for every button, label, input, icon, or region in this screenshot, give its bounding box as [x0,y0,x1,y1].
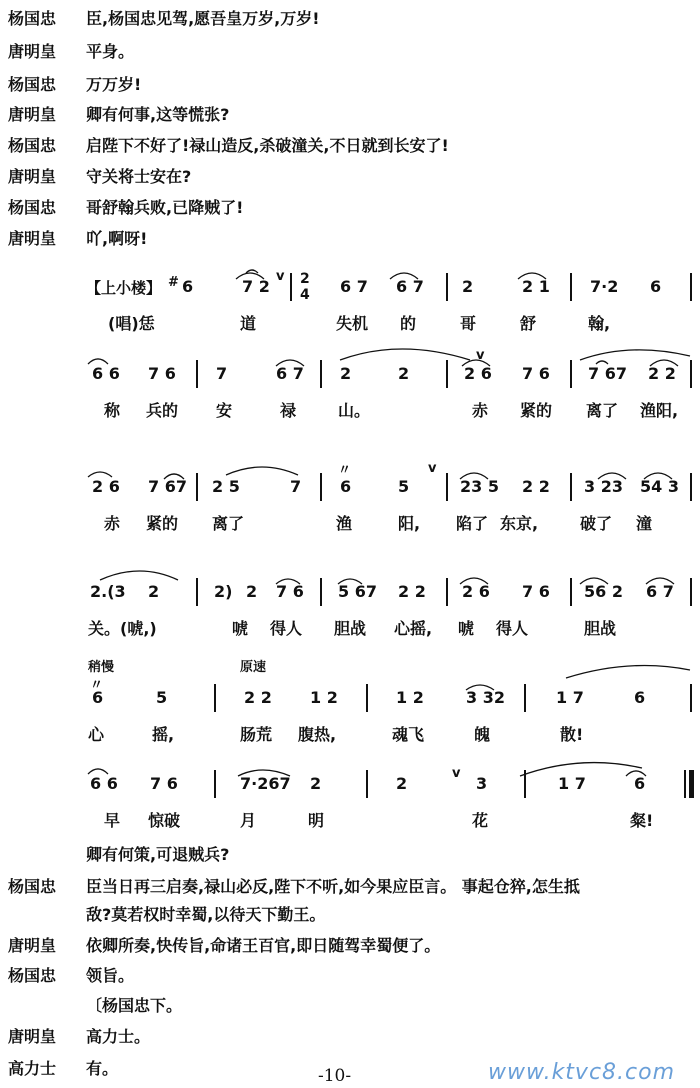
note: 6 7 [276,364,304,383]
lyric: 离了 [586,401,619,420]
note: 6 7 [340,277,368,296]
tune-name: 【上小楼】 [86,279,162,297]
speech: 卿有何事,这等慌张? [86,105,230,124]
speech-continued: 敌?莫若权时幸蜀,以待天下勤王。 [86,905,326,924]
time-sig-top: 2 [300,271,310,287]
note: 7 6 [276,582,304,601]
note: 1 2 [396,688,424,707]
speaker: 唐明皇 [8,42,57,61]
note: 5 [156,688,168,707]
speaker: 唐明皇 [8,105,57,124]
speaker: 唐明皇 [8,167,57,186]
note: 6 [182,277,194,296]
speech: 平身。 [86,42,135,61]
bar-line [570,578,572,606]
bar-line [690,473,692,501]
bar-line [320,473,322,501]
bar-line [690,273,692,301]
bar-line [196,360,198,388]
dialogue-line [0,842,700,872]
accent-mark: 〃 [90,678,104,693]
tempo-original: 原速 [240,660,267,675]
lyric: 肠荒 [240,725,273,744]
bar-line [570,360,572,388]
bar-line [570,473,572,501]
speech: 有。 [86,1059,119,1078]
speech: 哥舒翰兵败,已降贼了! [86,198,244,217]
dialogue-line [0,133,700,163]
tempo-slow: 稍慢 [88,660,115,675]
note: 3 32 [466,688,505,707]
speech: 臣,杨国忠见驾,愿吾皇万岁,万岁! [86,9,320,28]
lyric: 早 [104,811,121,830]
speaker: 杨国忠 [8,75,57,94]
note: 2 2 [648,364,676,383]
note: 2 5 [212,477,240,496]
speech: 卿有何策,可退贼兵? [86,845,230,864]
note: 6 [650,277,662,296]
bar-line [290,273,292,301]
bar-line [446,273,448,301]
bar-line [446,473,448,501]
note: 6 [340,477,352,496]
bar-line [446,360,448,388]
speaker: 唐明皇 [8,1027,57,1046]
lyric: 兵的 [146,401,179,420]
watermark: www.ktvc8.com [488,1060,676,1085]
speaker: 杨国忠 [8,9,57,28]
speaker: 高力士 [8,1059,57,1078]
breath-mark: v [428,461,437,476]
bar-line [196,578,198,606]
note: 6 [634,774,646,793]
lyric: 月 [240,811,257,830]
lyric: 失机 [336,314,369,333]
note: 2 6 [464,364,492,383]
note: 2 6 [462,582,490,601]
lyric: 唬 [458,619,475,638]
note: 54 3 [640,477,679,496]
note: 7 2 [242,277,270,296]
note: 2 [398,364,410,383]
breath-mark: v [476,348,485,363]
dialogue-line [0,874,700,934]
bar-line [446,578,448,606]
bar-line [320,360,322,388]
lyric: 渔 [336,514,353,533]
lyric: 惊破 [148,811,181,830]
lyric: 道 [240,314,257,333]
lyric: 心 [88,725,105,744]
note: 2 [396,774,408,793]
lyric: 翰, [588,314,611,333]
speech: 〔杨国忠下。 [86,996,183,1015]
note: 2 [148,582,160,601]
speaker: 杨国忠 [8,877,57,896]
bar-line [214,684,216,712]
note: 7·2 [590,277,619,296]
bar-line [524,684,526,712]
speech: 吖,啊呀! [86,229,148,248]
note: 2 6 [92,477,120,496]
dialogue-line [0,39,700,69]
speaker: 唐明皇 [8,936,57,955]
lyric: 哥 [460,314,477,333]
note: 6 7 [396,277,424,296]
speaker: 杨国忠 [8,966,57,985]
bar-line [214,770,216,798]
lyric: 摇, [152,725,175,744]
score-system-2 [0,348,700,472]
note: 7 67 [588,364,627,383]
lyric: 的 [400,314,417,333]
note: 7 6 [522,582,550,601]
speech: 启陛下不好了!禄山造反,杀破潼关,不日就到长安了! [86,136,449,155]
speech: 高力士。 [86,1027,151,1046]
dialogue-line [0,195,700,225]
lyric: 安 [216,401,233,420]
bar-line [690,360,692,388]
note: 2 [340,364,352,383]
breath-mark: v [452,766,461,781]
lyric: 紧的 [146,514,179,533]
lyric: 明 [308,811,325,830]
lyric: 称 [104,401,121,420]
lyric: 赤 [104,514,121,533]
lyric: 山。 [338,401,371,420]
lyric: 胆战 [334,619,367,638]
note: 7 [216,364,228,383]
speech: 守关将士安在? [86,167,192,186]
note: 7 6 [148,364,176,383]
note: 7 6 [150,774,178,793]
lyric: 紧的 [520,401,553,420]
note: 7 67 [148,477,187,496]
key-signature: # [168,275,179,290]
lyric: 阳, [398,514,421,533]
lyric: 腹热, [298,725,337,744]
bar-line [366,684,368,712]
note: 6 [634,688,646,707]
bar-line [196,473,198,501]
lyric: 禄 [280,401,297,420]
bar-line [690,684,692,712]
dialogue-line [0,164,700,194]
note: 1 7 [558,774,586,793]
lyric: 魂飞 [392,725,425,744]
lyric: 赤 [472,401,489,420]
note: 2 2 [244,688,272,707]
accent-mark: 〃 [338,463,352,478]
dialogue-line [0,963,700,993]
lyric: 胆战 [584,619,617,638]
lyric: 离了 [212,514,245,533]
note: 2 [310,774,322,793]
dialogue-line [0,933,700,963]
note: 7·267 [240,774,291,793]
note: 2 1 [522,277,550,296]
lyric: 粲! [630,811,654,830]
dialogue-line [0,6,700,36]
final-bar-line [689,770,694,798]
lyric: 关。(唬,) [88,619,157,638]
bar-line [684,770,686,798]
lyric: 舒 [520,314,537,333]
speaker: 唐明皇 [8,229,57,248]
dialogue-line [0,226,700,256]
lyric: 唬 [232,619,249,638]
lyric: 心摇, [394,619,433,638]
dialogue-line [0,1024,700,1054]
speech: 领旨。 [86,966,135,985]
speech: 依卿所奏,快传旨,命诸王百官,即日随驾幸蜀便了。 [86,936,441,955]
note: 1 7 [556,688,584,707]
note: 6 6 [92,364,120,383]
note: 5 [398,477,410,496]
note: 56 2 [584,582,623,601]
speech: 臣当日再三启奏,禄山必反,陛下不听,如今果应臣言。 事起仓猝,怎生抵 [86,877,580,896]
speech: 万万岁! [86,75,142,94]
bar-line [690,578,692,606]
note: 2 [462,277,474,296]
bar-line [320,578,322,606]
note: 3 [476,774,488,793]
note: 6 7 [646,582,674,601]
lyric: 潼 [636,514,653,533]
note: 2.(3 [90,582,126,601]
note: 2) [214,582,233,601]
note: 6 [92,688,104,707]
note: 7 6 [522,364,550,383]
speaker: 杨国忠 [8,136,57,155]
lyric: 陷了 [456,514,489,533]
score-system-3 [0,461,700,585]
note: 5 67 [338,582,377,601]
lyric: 魄 [474,725,491,744]
lyric: 破了 [580,514,613,533]
breath-mark: v [276,269,285,284]
stage-direction [0,993,700,1023]
dialogue-line [0,72,700,102]
lyric: 得人 [270,619,303,638]
bar-line [570,273,572,301]
lyric: 散! [560,725,584,744]
speaker: 杨国忠 [8,198,57,217]
lyric: 得人 [496,619,529,638]
note: 2 2 [398,582,426,601]
bar-line [524,770,526,798]
bar-line [366,770,368,798]
note: 7 [290,477,302,496]
note: 1 2 [310,688,338,707]
note: 2 2 [522,477,550,496]
note: 6 6 [90,774,118,793]
lyric: 花 [472,811,489,830]
note: 23 5 [460,477,499,496]
dialogue-line [0,102,700,132]
note: 2 [246,582,258,601]
lyric: (唱)恁 [108,314,155,333]
note: 3 23 [584,477,623,496]
time-sig-bottom: 4 [300,287,310,303]
page-number: -10- [318,1066,352,1086]
lyric: 渔阳, [640,401,679,420]
lyric: 东京, [500,514,539,533]
